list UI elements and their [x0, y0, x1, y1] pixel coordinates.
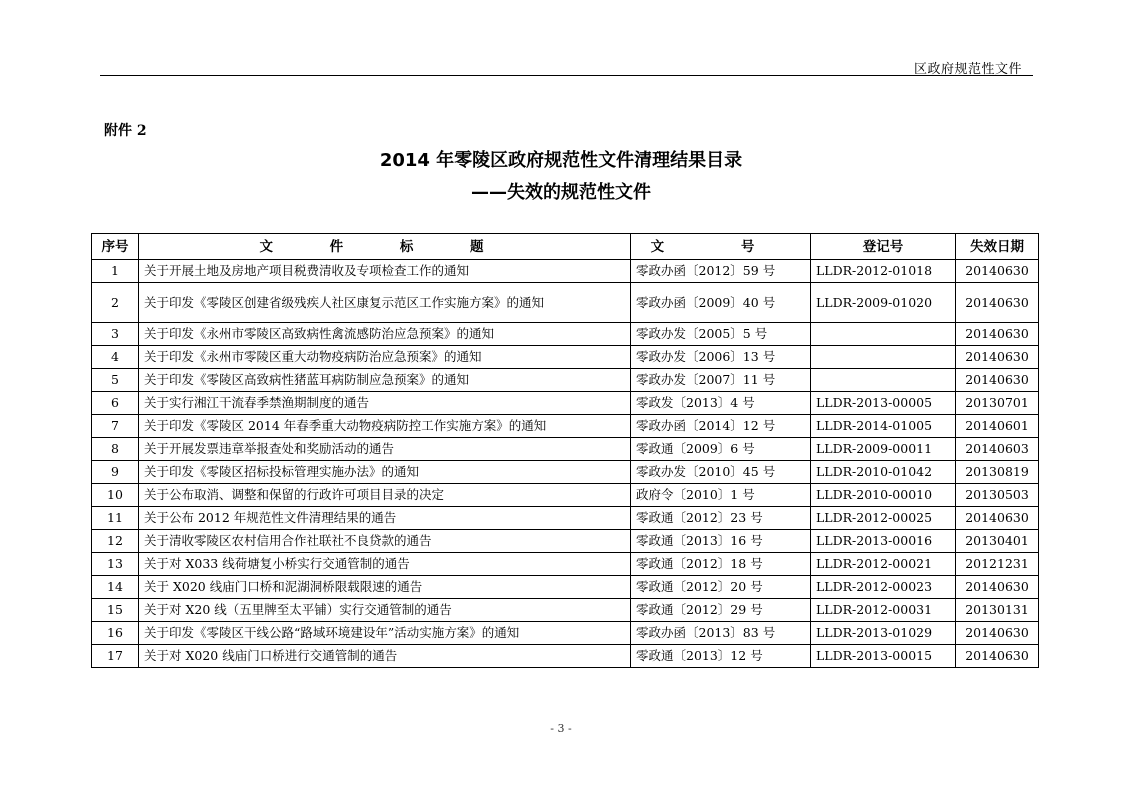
row-registration-number-cell [811, 369, 956, 392]
column-header-title: 文 件 标 题 [139, 234, 631, 260]
row-expiry-date-cell: 20140603 [956, 438, 1039, 461]
row-doc-number-cell: 零政发〔2013〕4 号 [631, 392, 811, 415]
table-row [92, 484, 1039, 507]
row-index-cell: 3 [92, 323, 139, 346]
row-doc-number-cell: 零政通〔2012〕23 号 [631, 507, 811, 530]
row-index-cell: 16 [92, 622, 139, 645]
table-row [92, 507, 1039, 530]
row-doc-number-cell: 零政通〔2013〕16 号 [631, 530, 811, 553]
table-row [92, 283, 1039, 323]
row-registration-number-cell: LLDR-2012-01018 [811, 260, 956, 283]
row-doc-number-cell: 零政办发〔2010〕45 号 [631, 461, 811, 484]
row-doc-number-cell: 零政通〔2009〕6 号 [631, 438, 811, 461]
row-doc-number-cell: 零政办发〔2007〕11 号 [631, 369, 811, 392]
row-doc-number-cell: 零政办发〔2006〕13 号 [631, 346, 811, 369]
row-title-cell: 关于对 X033 线荷塘复小桥实行交通管制的通告 [139, 553, 631, 576]
row-index-cell: 6 [92, 392, 139, 415]
row-expiry-date-cell: 20140630 [956, 507, 1039, 530]
page-number: - 3 - [550, 722, 572, 735]
row-registration-number-cell: LLDR-2010-00010 [811, 484, 956, 507]
row-expiry-date-cell: 20140630 [956, 622, 1039, 645]
table-row [92, 369, 1039, 392]
column-header-expiry-date: 失效日期 [956, 234, 1039, 260]
row-index-cell: 15 [92, 599, 139, 622]
row-title-cell: 关于印发《零陵区 2014 年春季重大动物疫病防控工作实施方案》的通知 [139, 415, 631, 438]
row-title-cell: 关于 X020 线庙门口桥和泥湖洞桥限载限速的通告 [139, 576, 631, 599]
table-row [92, 576, 1039, 599]
row-index-cell: 17 [92, 645, 139, 668]
row-registration-number-cell: LLDR-2012-00023 [811, 576, 956, 599]
table-row [92, 645, 1039, 668]
table-row [92, 260, 1039, 283]
row-registration-number-cell: LLDR-2009-00011 [811, 438, 956, 461]
row-doc-number-cell: 零政通〔2012〕29 号 [631, 599, 811, 622]
table-row [92, 415, 1039, 438]
row-expiry-date-cell: 20130131 [956, 599, 1039, 622]
row-title-cell: 关于印发《零陵区高致病性猪蓝耳病防制应急预案》的通知 [139, 369, 631, 392]
table-row [92, 346, 1039, 369]
row-title-cell: 关于公布 2012 年规范性文件清理结果的通告 [139, 507, 631, 530]
row-expiry-date-cell: 20130701 [956, 392, 1039, 415]
row-title-cell: 关于印发《零陵区干线公路“路域环境建设年”活动实施方案》的通知 [139, 622, 631, 645]
row-expiry-date-cell: 20140630 [956, 260, 1039, 283]
row-title-cell: 关于开展发票违章举报查处和奖励活动的通告 [139, 438, 631, 461]
column-header-registration-number: 登记号 [811, 234, 956, 260]
row-expiry-date-cell: 20140630 [956, 346, 1039, 369]
row-expiry-date-cell: 20140630 [956, 576, 1039, 599]
attachment-label: 附件 2 [104, 123, 147, 139]
row-registration-number-cell: LLDR-2009-01020 [811, 283, 956, 323]
row-title-cell: 关于公布取消、调整和保留的行政许可项目目录的决定 [139, 484, 631, 507]
row-title-cell: 关于对 X020 线庙门口桥进行交通管制的通告 [139, 645, 631, 668]
row-doc-number-cell: 零政通〔2012〕18 号 [631, 553, 811, 576]
document-subtitle: ——失效的规范性文件 [471, 182, 651, 203]
row-doc-number-cell: 零政通〔2012〕20 号 [631, 576, 811, 599]
column-header-doc-number: 文 号 [631, 234, 811, 260]
row-index-cell: 1 [92, 260, 139, 283]
row-index-cell: 14 [92, 576, 139, 599]
running-header-title: 区政府规范性文件 [913, 62, 1022, 77]
table-row [92, 392, 1039, 415]
row-index-cell: 10 [92, 484, 139, 507]
column-header-index: 序号 [92, 234, 139, 260]
row-registration-number-cell: LLDR-2013-00005 [811, 392, 956, 415]
row-expiry-date-cell: 20130401 [956, 530, 1039, 553]
row-expiry-date-cell: 20130503 [956, 484, 1039, 507]
row-registration-number-cell: LLDR-2012-00031 [811, 599, 956, 622]
row-doc-number-cell: 零政办函〔2013〕83 号 [631, 622, 811, 645]
row-index-cell: 2 [92, 283, 139, 323]
row-registration-number-cell: LLDR-2014-01005 [811, 415, 956, 438]
row-doc-number-cell: 零政办函〔2012〕59 号 [631, 260, 811, 283]
row-index-cell: 5 [92, 369, 139, 392]
row-title-cell: 关于开展土地及房地产项目税费清收及专项检查工作的通知 [139, 260, 631, 283]
header-rule [100, 75, 1033, 76]
table-row [92, 530, 1039, 553]
row-expiry-date-cell: 20140630 [956, 369, 1039, 392]
row-registration-number-cell: LLDR-2013-01029 [811, 622, 956, 645]
row-index-cell: 12 [92, 530, 139, 553]
row-expiry-date-cell: 20140601 [956, 415, 1039, 438]
row-index-cell: 11 [92, 507, 139, 530]
row-title-cell: 关于印发《永州市零陵区重大动物疫病防治应急预案》的通知 [139, 346, 631, 369]
row-expiry-date-cell: 20140630 [956, 645, 1039, 668]
row-index-cell: 9 [92, 461, 139, 484]
document-title: 2014 年零陵区政府规范性文件清理结果目录 [379, 150, 743, 171]
row-index-cell: 7 [92, 415, 139, 438]
row-registration-number-cell [811, 323, 956, 346]
row-doc-number-cell: 政府令〔2010〕1 号 [631, 484, 811, 507]
row-registration-number-cell [811, 346, 956, 369]
row-registration-number-cell: LLDR-2013-00015 [811, 645, 956, 668]
row-registration-number-cell: LLDR-2012-00021 [811, 553, 956, 576]
table-row [92, 461, 1039, 484]
row-title-cell: 关于印发《零陵区招标投标管理实施办法》的通知 [139, 461, 631, 484]
row-doc-number-cell: 零政办函〔2014〕12 号 [631, 415, 811, 438]
table-row [92, 622, 1039, 645]
table-row [92, 553, 1039, 576]
row-expiry-date-cell: 20121231 [956, 553, 1039, 576]
row-registration-number-cell: LLDR-2013-00016 [811, 530, 956, 553]
row-expiry-date-cell: 20140630 [956, 323, 1039, 346]
row-title-cell: 关于印发《零陵区创建省级残疾人社区康复示范区工作实施方案》的通知 [139, 283, 631, 323]
table-row [92, 438, 1039, 461]
invalid-documents-table [91, 233, 1039, 668]
row-title-cell: 关于印发《永州市零陵区高致病性禽流感防治应急预案》的通知 [139, 323, 631, 346]
row-expiry-date-cell: 20130819 [956, 461, 1039, 484]
row-index-cell: 8 [92, 438, 139, 461]
row-index-cell: 4 [92, 346, 139, 369]
row-registration-number-cell: LLDR-2012-00025 [811, 507, 956, 530]
row-doc-number-cell: 零政通〔2013〕12 号 [631, 645, 811, 668]
row-doc-number-cell: 零政办函〔2009〕40 号 [631, 283, 811, 323]
row-title-cell: 关于实行湘江干流春季禁渔期制度的通告 [139, 392, 631, 415]
row-title-cell: 关于对 X20 线（五里牌至太平铺）实行交通管制的通告 [139, 599, 631, 622]
row-title-cell: 关于清收零陵区农村信用合作社联社不良贷款的通告 [139, 530, 631, 553]
row-expiry-date-cell: 20140630 [956, 283, 1039, 323]
table-header-row [92, 234, 1039, 260]
row-doc-number-cell: 零政办发〔2005〕5 号 [631, 323, 811, 346]
row-registration-number-cell: LLDR-2010-01042 [811, 461, 956, 484]
row-index-cell: 13 [92, 553, 139, 576]
table-row [92, 323, 1039, 346]
table-row [92, 599, 1039, 622]
